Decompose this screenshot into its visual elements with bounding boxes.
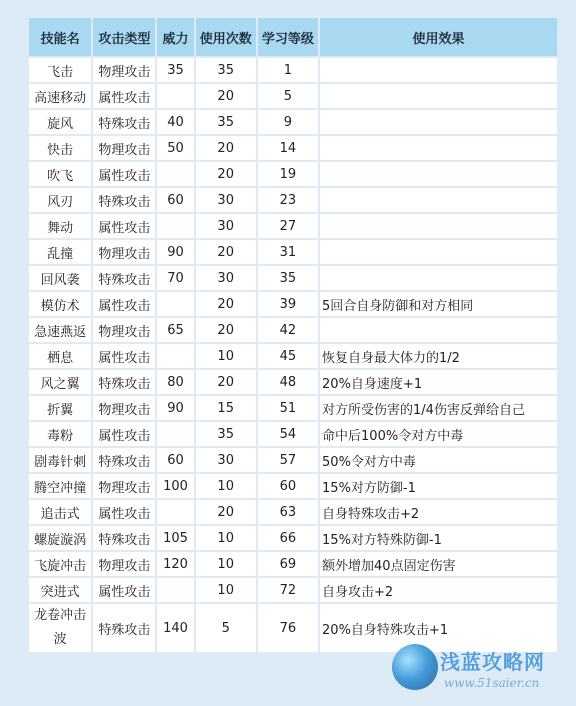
cell-effect <box>320 188 557 212</box>
cell-learn-level: 63 <box>258 500 318 524</box>
cell-uses: 35 <box>196 110 256 134</box>
table-row <box>29 474 557 498</box>
cell-skill-name: 乱撞 <box>29 240 91 264</box>
cell-attack-type: 物理攻击 <box>93 240 155 264</box>
cell-attack-type: 属性攻击 <box>93 292 155 316</box>
cell-power <box>157 214 193 238</box>
cell-power: 100 <box>157 474 193 498</box>
cell-uses: 35 <box>196 422 256 446</box>
cell-learn-level: 69 <box>258 552 318 576</box>
cell-uses: 10 <box>196 552 256 576</box>
cell-effect <box>320 84 557 108</box>
cell-uses: 30 <box>196 214 256 238</box>
cell-effect: 20%自身速度+1 <box>320 370 557 394</box>
cell-learn-level: 1 <box>258 58 318 82</box>
cell-power <box>157 162 193 186</box>
cell-learn-level: 42 <box>258 318 318 342</box>
cell-power <box>157 84 193 108</box>
cell-skill-name: 模仿术 <box>29 292 91 316</box>
cell-power: 70 <box>157 266 193 290</box>
cell-attack-type: 特殊攻击 <box>93 188 155 212</box>
cell-skill-name: 追击式 <box>29 500 91 524</box>
watermark-title: 浅蓝攻略网 <box>440 650 545 674</box>
cell-skill-name: 飞击 <box>29 58 91 82</box>
cell-uses: 5 <box>196 604 256 652</box>
cell-effect <box>320 162 557 186</box>
cell-uses: 15 <box>196 396 256 420</box>
cell-effect: 命中后100%令对方中毒 <box>320 422 557 446</box>
cell-learn-level: 45 <box>258 344 318 368</box>
cell-effect: 自身特殊攻击+2 <box>320 500 557 524</box>
cell-uses: 20 <box>196 240 256 264</box>
skills-table <box>27 16 559 654</box>
cell-skill-name: 吹飞 <box>29 162 91 186</box>
cell-attack-type: 特殊攻击 <box>93 526 155 550</box>
cell-skill-name: 风刃 <box>29 188 91 212</box>
cell-skill-name: 毒粉 <box>29 422 91 446</box>
cell-uses: 30 <box>196 448 256 472</box>
cell-skill-name: 飞旋冲击 <box>29 552 91 576</box>
cell-effect: 5回合自身防御和对方相同 <box>320 292 557 316</box>
cell-skill-name: 突进式 <box>29 578 91 602</box>
cell-power: 105 <box>157 526 193 550</box>
cell-effect: 20%自身特殊攻击+1 <box>320 604 557 652</box>
cell-uses: 20 <box>196 292 256 316</box>
cell-uses: 30 <box>196 188 256 212</box>
cell-attack-type: 物理攻击 <box>93 552 155 576</box>
cell-skill-name: 折翼 <box>29 396 91 420</box>
cell-effect <box>320 136 557 160</box>
cell-skill-name: 急速燕返 <box>29 318 91 342</box>
cell-learn-level: 39 <box>258 292 318 316</box>
cell-effect <box>320 240 557 264</box>
cell-power: 35 <box>157 58 193 82</box>
table-row <box>29 240 557 264</box>
cell-learn-level: 14 <box>258 136 318 160</box>
cell-power: 60 <box>157 188 193 212</box>
cell-attack-type: 属性攻击 <box>93 500 155 524</box>
cell-uses: 10 <box>196 474 256 498</box>
cell-effect <box>320 110 557 134</box>
cell-power: 80 <box>157 370 193 394</box>
header-uses: 使用次数 <box>196 18 256 56</box>
table-row <box>29 370 557 394</box>
cell-attack-type: 属性攻击 <box>93 84 155 108</box>
table-row <box>29 292 557 316</box>
cell-effect: 50%令对方中毒 <box>320 448 557 472</box>
cell-uses: 20 <box>196 84 256 108</box>
table-row <box>29 578 557 602</box>
cell-skill-name: 龙卷冲击波 <box>29 604 91 652</box>
cell-power <box>157 500 193 524</box>
cell-power: 140 <box>157 604 193 652</box>
table-row <box>29 448 557 472</box>
cell-learn-level: 76 <box>258 604 318 652</box>
cell-power <box>157 344 193 368</box>
cell-skill-name: 高速移动 <box>29 84 91 108</box>
cell-learn-level: 9 <box>258 110 318 134</box>
table-row <box>29 604 557 652</box>
header-effect: 使用效果 <box>320 18 557 56</box>
table-row <box>29 136 557 160</box>
cell-learn-level: 23 <box>258 188 318 212</box>
cell-effect: 自身攻击+2 <box>320 578 557 602</box>
cell-skill-name: 栖息 <box>29 344 91 368</box>
cell-learn-level: 66 <box>258 526 318 550</box>
cell-uses: 20 <box>196 370 256 394</box>
cell-learn-level: 54 <box>258 422 318 446</box>
cell-effect <box>320 266 557 290</box>
cell-effect <box>320 318 557 342</box>
cell-power <box>157 422 193 446</box>
cell-attack-type: 特殊攻击 <box>93 266 155 290</box>
table-row <box>29 396 557 420</box>
cell-learn-level: 48 <box>258 370 318 394</box>
cell-uses: 20 <box>196 500 256 524</box>
cell-power: 60 <box>157 448 193 472</box>
table-row <box>29 188 557 212</box>
table-row <box>29 422 557 446</box>
cell-attack-type: 特殊攻击 <box>93 448 155 472</box>
table-row <box>29 58 557 82</box>
cell-effect: 15%对方特殊防御-1 <box>320 526 557 550</box>
table-row <box>29 266 557 290</box>
cell-effect <box>320 58 557 82</box>
cell-power <box>157 292 193 316</box>
cell-attack-type: 属性攻击 <box>93 578 155 602</box>
cell-uses: 20 <box>196 318 256 342</box>
table-row <box>29 552 557 576</box>
table-row <box>29 526 557 550</box>
header-learn-level: 学习等级 <box>258 18 318 56</box>
cell-effect: 额外增加40点固定伤害 <box>320 552 557 576</box>
cell-attack-type: 物理攻击 <box>93 136 155 160</box>
cell-learn-level: 19 <box>258 162 318 186</box>
table-row <box>29 110 557 134</box>
cell-attack-type: 特殊攻击 <box>93 370 155 394</box>
cell-learn-level: 51 <box>258 396 318 420</box>
cell-power <box>157 578 193 602</box>
header-attack-type: 攻击类型 <box>93 18 155 56</box>
cell-skill-name: 旋风 <box>29 110 91 134</box>
cell-skill-name: 剧毒针刺 <box>29 448 91 472</box>
watermark-url: www.51saier.cn <box>444 676 540 690</box>
cell-effect: 对方所受伤害的1/4伤害反弹给自己 <box>320 396 557 420</box>
cell-power: 90 <box>157 240 193 264</box>
table-header-row <box>29 18 557 56</box>
header-skill-name: 技能名 <box>29 18 91 56</box>
table-row <box>29 84 557 108</box>
table-row <box>29 344 557 368</box>
cell-attack-type: 特殊攻击 <box>93 604 155 652</box>
cell-learn-level: 35 <box>258 266 318 290</box>
cell-effect: 15%对方防御-1 <box>320 474 557 498</box>
cell-learn-level: 27 <box>258 214 318 238</box>
cell-skill-name: 回风袭 <box>29 266 91 290</box>
table-row <box>29 162 557 186</box>
table-row <box>29 318 557 342</box>
cell-skill-name: 风之翼 <box>29 370 91 394</box>
cell-power: 40 <box>157 110 193 134</box>
cell-attack-type: 物理攻击 <box>93 396 155 420</box>
cell-attack-type: 属性攻击 <box>93 162 155 186</box>
table-row <box>29 214 557 238</box>
cell-attack-type: 物理攻击 <box>93 318 155 342</box>
cell-uses: 35 <box>196 58 256 82</box>
cell-uses: 20 <box>196 136 256 160</box>
cell-attack-type: 特殊攻击 <box>93 110 155 134</box>
cell-attack-type: 属性攻击 <box>93 422 155 446</box>
cell-skill-name: 舞动 <box>29 214 91 238</box>
cell-uses: 10 <box>196 344 256 368</box>
cell-power: 90 <box>157 396 193 420</box>
table-row <box>29 500 557 524</box>
cell-attack-type: 属性攻击 <box>93 344 155 368</box>
header-power: 威力 <box>157 18 193 56</box>
cell-learn-level: 60 <box>258 474 318 498</box>
cell-learn-level: 5 <box>258 84 318 108</box>
cell-power: 65 <box>157 318 193 342</box>
cell-effect <box>320 214 557 238</box>
cell-power: 120 <box>157 552 193 576</box>
cell-uses: 30 <box>196 266 256 290</box>
cell-power: 50 <box>157 136 193 160</box>
cell-skill-name: 腾空冲撞 <box>29 474 91 498</box>
cell-learn-level: 72 <box>258 578 318 602</box>
cell-learn-level: 57 <box>258 448 318 472</box>
cell-effect: 恢复自身最大体力的1/2 <box>320 344 557 368</box>
cell-uses: 20 <box>196 162 256 186</box>
cell-attack-type: 属性攻击 <box>93 214 155 238</box>
cell-skill-name: 快击 <box>29 136 91 160</box>
cell-learn-level: 31 <box>258 240 318 264</box>
cell-attack-type: 物理攻击 <box>93 474 155 498</box>
cell-attack-type: 物理攻击 <box>93 58 155 82</box>
cell-uses: 10 <box>196 578 256 602</box>
cell-uses: 10 <box>196 526 256 550</box>
cell-skill-name: 螺旋漩涡 <box>29 526 91 550</box>
